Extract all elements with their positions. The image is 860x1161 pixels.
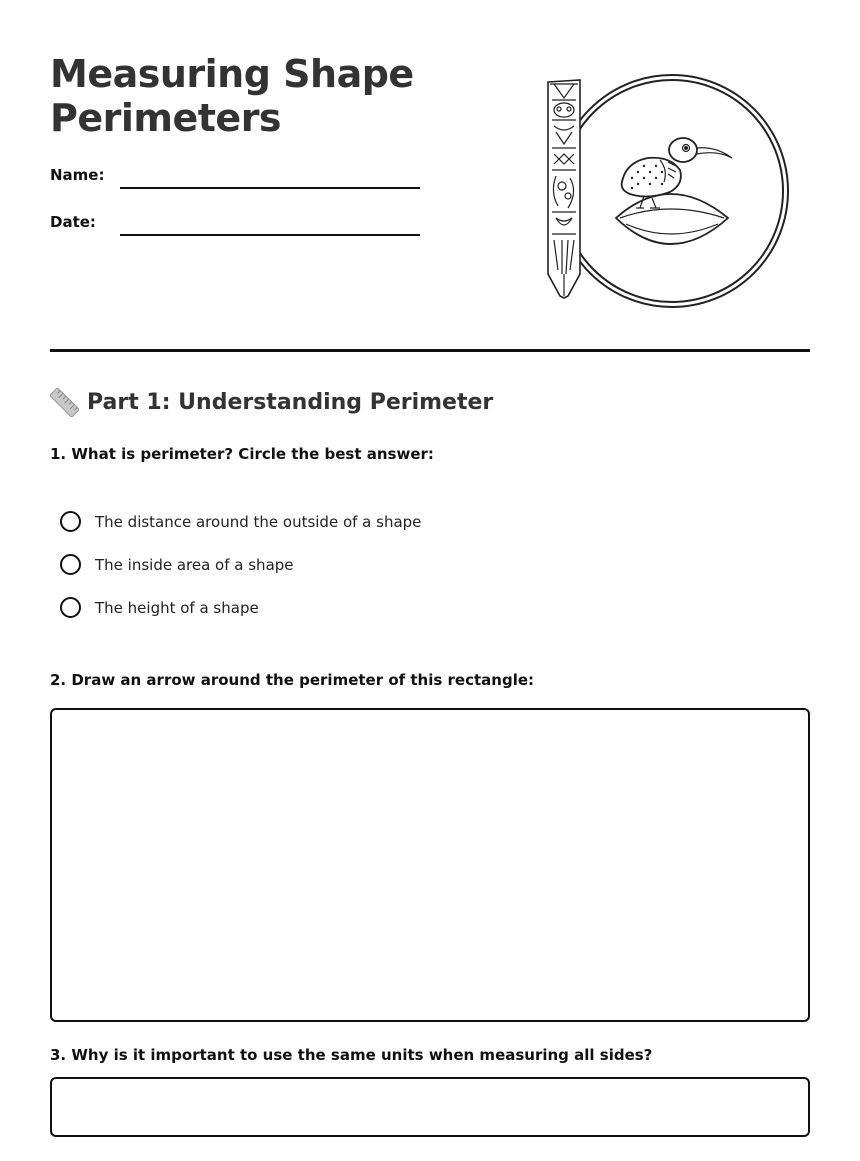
- drawing-area[interactable]: [50, 708, 810, 1022]
- radio-circle-icon[interactable]: [60, 597, 81, 618]
- name-label: Name:: [50, 166, 105, 184]
- option-2[interactable]: [60, 554, 294, 575]
- option-label: The distance around the outside of a shape: [95, 512, 422, 531]
- maori-carved-pou-kiwi-bird-icon: [540, 74, 792, 310]
- question-1: 1. What is perimeter? Circle the best answer:: [50, 445, 434, 463]
- radio-circle-icon[interactable]: [60, 511, 81, 532]
- answer-input[interactable]: [50, 1077, 810, 1137]
- header-divider: [50, 349, 810, 352]
- ruler-icon: [50, 388, 79, 417]
- option-label: The height of a shape: [95, 598, 259, 617]
- radio-circle-icon[interactable]: [60, 554, 81, 575]
- section-title: Part 1: Understanding Perimeter: [87, 390, 494, 415]
- question-2: 2. Draw an arrow around the perimeter of this rectangle:: [50, 671, 535, 689]
- page-title: Measuring Shape Perimeters: [50, 52, 414, 140]
- date-label: Date:: [50, 213, 96, 231]
- date-field-line[interactable]: [120, 234, 420, 236]
- option-3[interactable]: [60, 597, 259, 618]
- option-1[interactable]: [60, 511, 421, 532]
- part1-heading: [50, 388, 493, 417]
- name-field-line[interactable]: [120, 187, 420, 189]
- option-label: The inside area of a shape: [95, 555, 294, 574]
- question-3: 3. Why is it important to use the same units when measuring all sides?: [50, 1046, 653, 1064]
